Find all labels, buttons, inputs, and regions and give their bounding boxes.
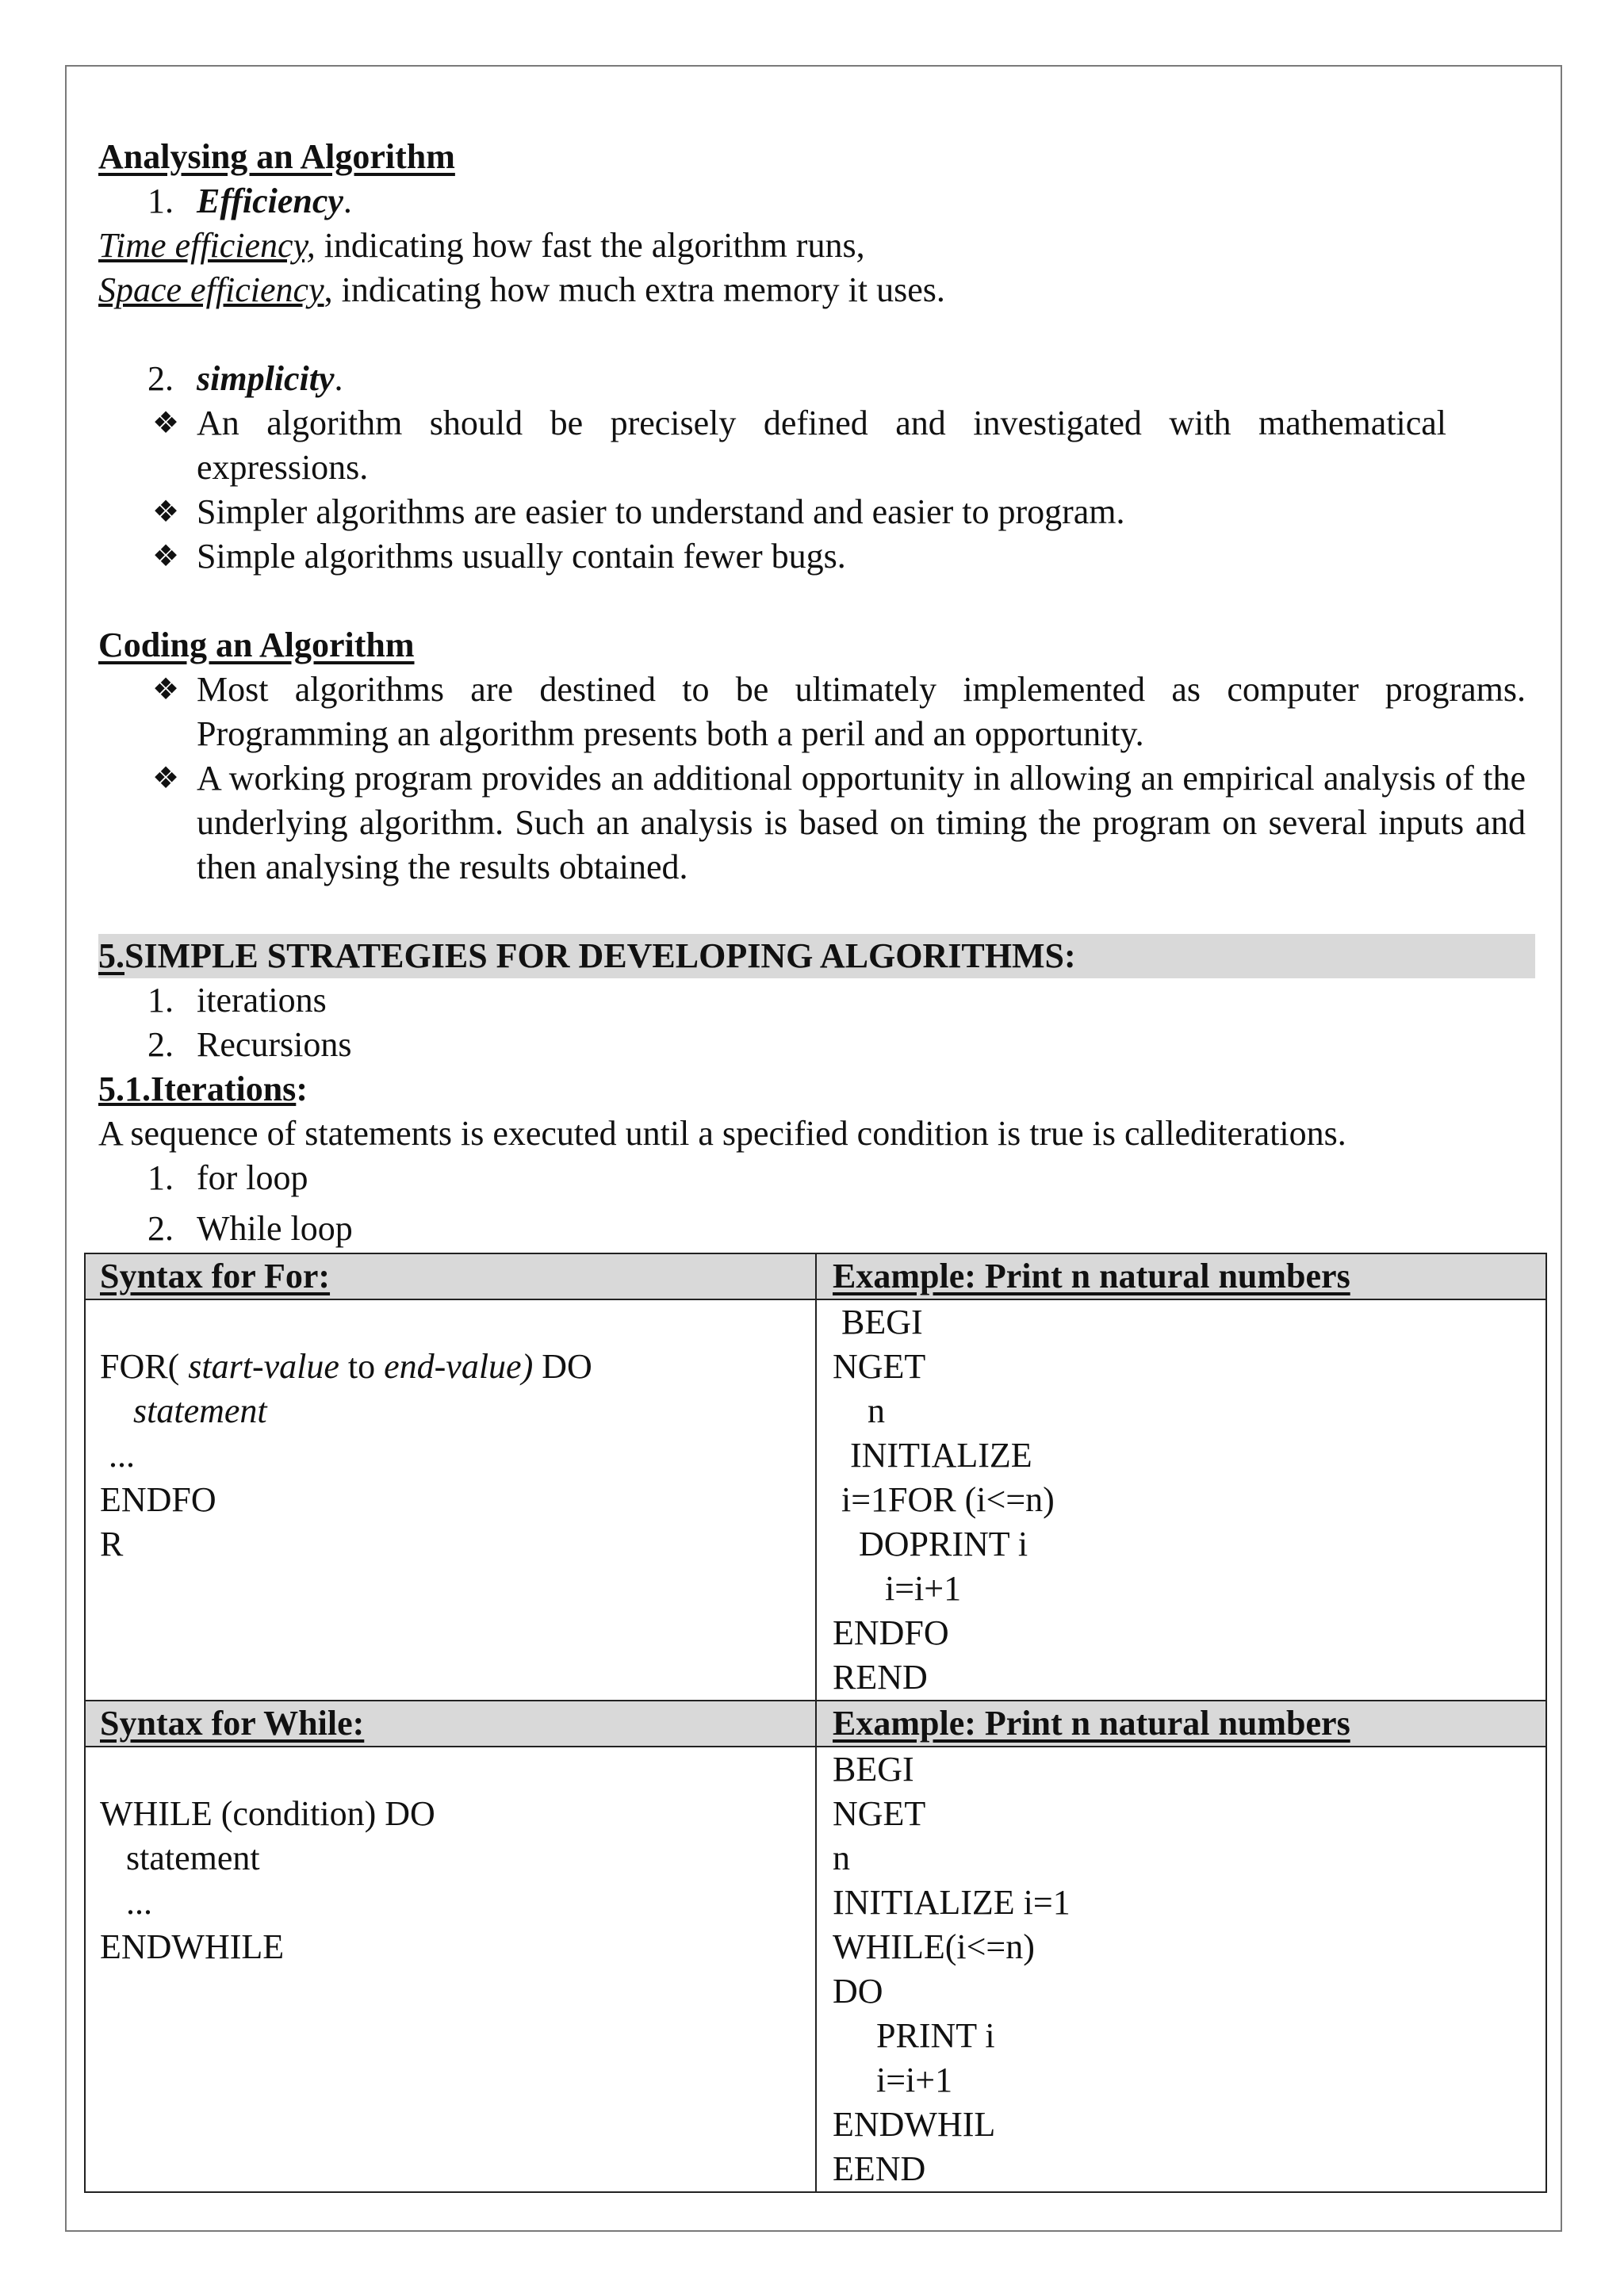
code-line: ...	[100, 1436, 135, 1475]
time-efficiency-term: Time efficiency,	[98, 226, 316, 265]
bullet-text: Simpler algorithms are easier to understand and easier to program.	[197, 492, 1125, 531]
table-header-cell	[816, 1701, 1546, 1747]
list-text: Recursions	[197, 1025, 352, 1064]
code-line: WHILE (condition) DO	[100, 1794, 435, 1833]
diamond-bullet-icon: ❖	[152, 540, 180, 573]
for-syntax-cell	[85, 1299, 816, 1701]
table-row	[85, 1253, 1546, 1299]
bullet-text: Simple algorithms usually contain fewer bugs.	[197, 537, 846, 576]
code-token: DO	[533, 1347, 592, 1386]
code-line: BEGI	[833, 1750, 914, 1789]
diamond-bullet-icon: ❖	[152, 762, 180, 795]
code-line: DOPRINT i	[833, 1525, 1028, 1563]
code-line: R	[100, 1525, 124, 1563]
list-item	[98, 401, 1446, 490]
table-row	[85, 1299, 1546, 1701]
list-text: While loop	[197, 1209, 353, 1248]
analysing-heading: Analysing an Algorithm	[98, 137, 455, 176]
code-line: INITIALIZE	[833, 1436, 1032, 1475]
diamond-bullet-icon: ❖	[152, 496, 180, 529]
while-example-cell	[816, 1747, 1546, 2192]
section-number: 5.	[98, 936, 124, 975]
subsection-title: Iterations	[151, 1070, 297, 1108]
code-line: ENDFO	[833, 1613, 949, 1652]
punct: .	[334, 359, 343, 398]
efficiency-item	[98, 179, 1534, 224]
code-line: i=i+1	[833, 1569, 962, 1608]
code-line	[100, 1345, 815, 1389]
code-line: n	[833, 1839, 850, 1877]
list-item	[98, 1156, 1534, 1200]
list-item	[98, 1023, 1534, 1067]
code-token: start-value	[188, 1347, 339, 1386]
list-item	[98, 756, 1526, 890]
simplicity-label: simplicity	[197, 359, 335, 398]
code-line: WHILE(i<=n)	[833, 1927, 1035, 1966]
coding-heading: Coding an Algorithm	[98, 626, 415, 664]
punct: .	[343, 182, 352, 220]
list-number: 2.	[147, 1209, 174, 1248]
table-row	[85, 1701, 1546, 1747]
code-line: NGET	[833, 1794, 926, 1833]
code-line: n	[833, 1391, 885, 1430]
code-line: NGET	[833, 1347, 926, 1386]
code-line: INITIALIZE i=1	[833, 1883, 1071, 1922]
code-line: i=1FOR (i<=n)	[833, 1480, 1055, 1519]
list-item	[98, 668, 1526, 756]
code-line: ENDWHILE	[100, 1927, 285, 1966]
section-title: SIMPLE STRATEGIES FOR DEVELOPING ALGORITHMS:	[124, 936, 1076, 975]
list-number: 2.	[147, 359, 174, 398]
document-body	[98, 135, 1534, 1251]
list-number: 1.	[147, 981, 174, 1020]
list-item	[98, 978, 1534, 1023]
code-line: ENDFO	[100, 1480, 216, 1519]
table-row	[85, 1747, 1546, 2192]
code-line: i=i+1	[833, 2061, 953, 2099]
code-line	[100, 1389, 815, 1433]
efficiency-label: Efficiency	[197, 182, 343, 220]
loop-syntax-table	[84, 1253, 1547, 2193]
list-item	[98, 1207, 1534, 1251]
list-number: 2.	[147, 1025, 174, 1064]
header-text: Syntax for While:	[100, 1704, 365, 1743]
iteration-definition: A sequence of statements is executed until a specified condition is true is callediterations.	[98, 1114, 1346, 1153]
code-line: EEND	[833, 2149, 926, 2188]
time-efficiency-line	[98, 224, 1534, 268]
for-example-cell	[816, 1299, 1546, 1701]
bullet-text: An algorithm should be precisely defined and investigated with mathematical expressions.	[197, 404, 1446, 487]
diamond-bullet-icon: ❖	[152, 407, 180, 440]
code-line: ...	[100, 1883, 152, 1922]
code-line: statement	[100, 1839, 260, 1877]
list-text: for loop	[197, 1158, 308, 1197]
space-efficiency-term: Space efficiency	[98, 270, 324, 309]
simplicity-item	[98, 357, 1534, 401]
code-line: DO	[833, 1972, 883, 2011]
header-text: Example: Print n natural numbers	[833, 1704, 1350, 1743]
section-5-heading	[98, 934, 1535, 978]
space-efficiency-desc: , indicating how much extra memory it uses.	[324, 270, 945, 309]
bullet-text: Most algorithms are destined to be ultimately implemented as computer programs. Programming an algorithm presents both a peril and an opportunity.	[197, 670, 1526, 753]
while-syntax-cell	[85, 1747, 816, 2192]
code-line: REND	[833, 1658, 928, 1697]
list-text: iterations	[197, 981, 327, 1020]
code-token: FOR(	[100, 1347, 189, 1386]
table-header-cell	[85, 1253, 816, 1299]
subsection-number: 5.1.	[98, 1070, 151, 1108]
code-line: BEGI	[833, 1303, 923, 1341]
table-header-cell	[85, 1701, 816, 1747]
header-text: Syntax for For:	[100, 1257, 331, 1295]
punct: :	[296, 1070, 308, 1108]
header-text: Example: Print n natural numbers	[833, 1257, 1350, 1295]
subsection-5-1-heading	[98, 1067, 1534, 1112]
code-line: PRINT i	[833, 2016, 995, 2055]
list-item	[98, 490, 1446, 534]
space-efficiency-line	[98, 268, 1534, 312]
code-token: end-value)	[384, 1347, 534, 1386]
list-number: 1.	[147, 182, 174, 220]
code-line: ENDWHIL	[833, 2105, 996, 2144]
bullet-text: A working program provides an additional opportunity in allowing an empirical analysis of the underlying algorithm. Such an analysis is based on timing the program on several inputs and then analysing the results obtained.	[197, 759, 1526, 886]
list-number: 1.	[147, 1158, 174, 1197]
list-item	[98, 534, 1446, 579]
table-header-cell	[816, 1253, 1546, 1299]
time-efficiency-desc: indicating how fast the algorithm runs,	[315, 226, 865, 265]
code-token: statement	[133, 1391, 267, 1430]
code-token: to	[339, 1347, 385, 1386]
diamond-bullet-icon: ❖	[152, 673, 180, 706]
